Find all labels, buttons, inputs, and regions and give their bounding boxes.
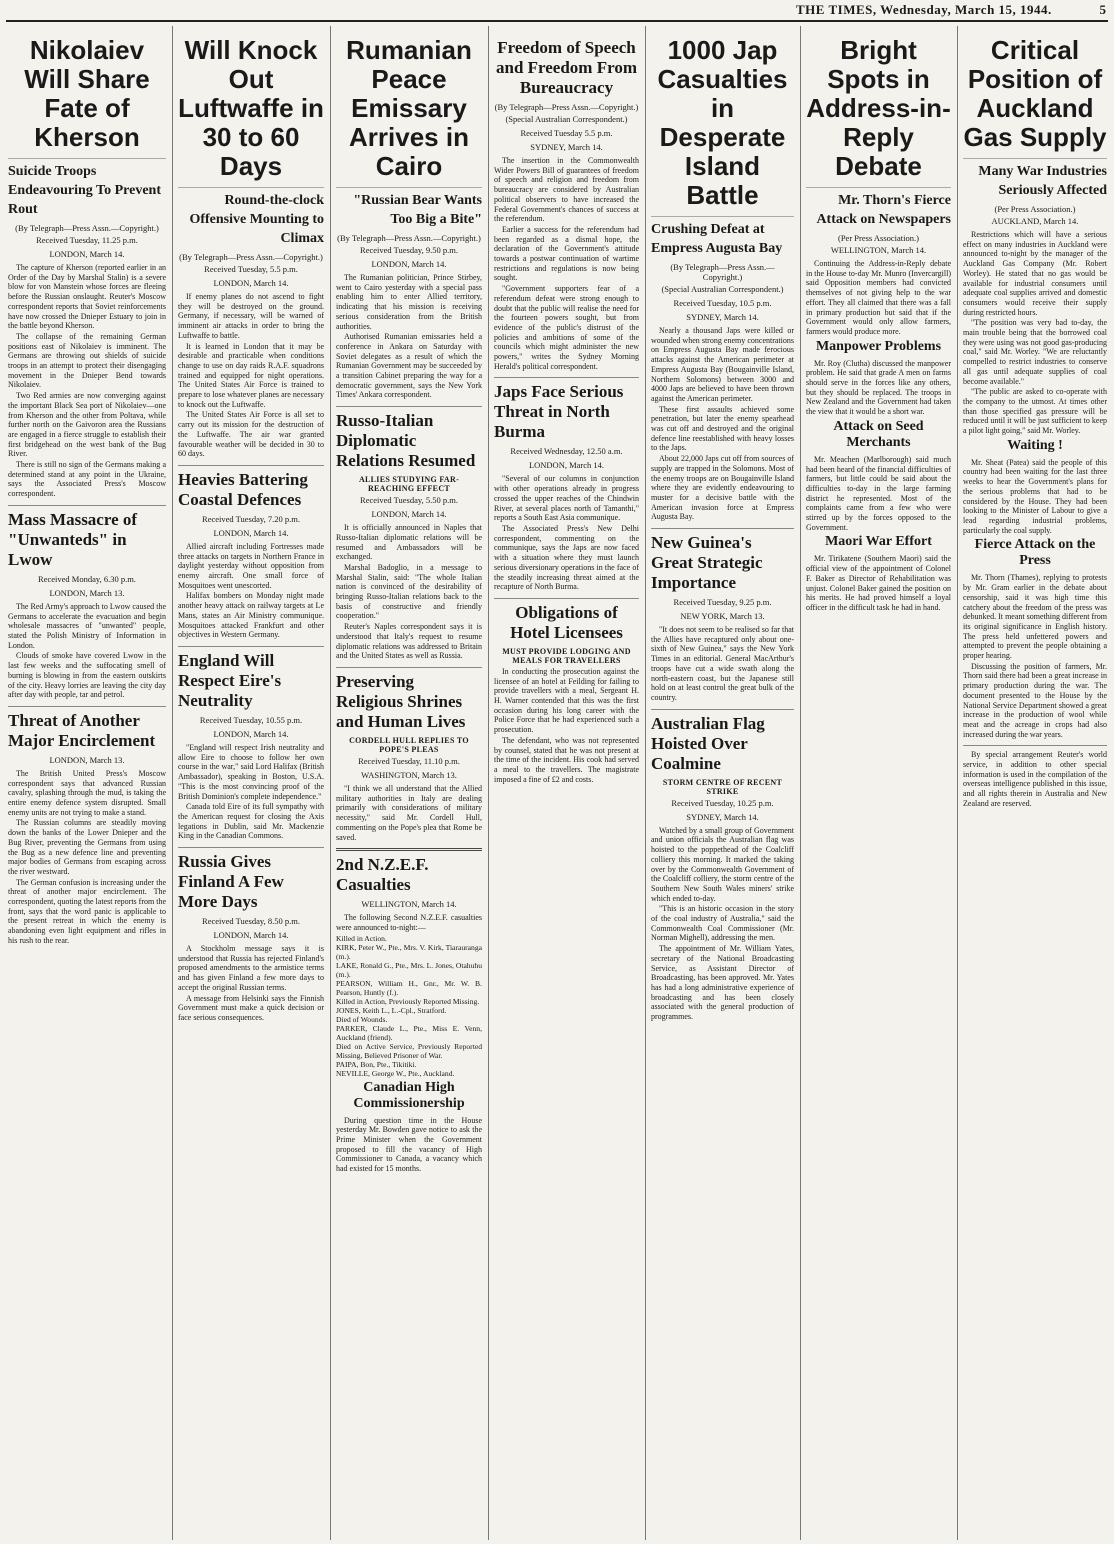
column-1 (8, 26, 166, 1540)
received-time: Received Tuesday, 5.5 p.m. (204, 264, 298, 274)
paragraph: The German confusion is increasing under the threat of another major encirclement. The correspondent, quoting the latest reports from the front, says that the word panic is applicable to the present retreat in which the enemy is abandoning even light equipment and rifles in his rush to the rear. (8, 877, 166, 945)
dateline: LONDON, March 14. (371, 259, 447, 269)
received-time: Received Tuesday, 5.50 p.m. (360, 495, 458, 506)
paragraph: The defendant, who was not represented by counsel, stated that he was not present at the time of the incident. His cook had served a meal to the travellers. The magistrate imposed a fine of £2 and costs. (494, 735, 639, 784)
received-time: Received Tuesday, 7.20 p.m. (202, 513, 300, 524)
dateline: LONDON, March 14. (528, 460, 605, 471)
list-item: KIRK, Peter W., Pte., Mrs. V. Kirk, Tiarauranga (m.). (336, 942, 482, 961)
section-heading: Fierce Attack on the Press (974, 537, 1096, 569)
received-time: Received Tuesday, 11.25 p.m. (36, 235, 138, 245)
paragraph: Earlier a success for the referendum had been regarded as a dismal hope, the declaration of the Government's attitude towards a postwar continuation of wartime restrictions and regulations is now being sought. (494, 224, 639, 283)
section-heading: Waiting ! (1007, 437, 1063, 453)
paragraph: Allied aircraft including Fortresses made three attacks on targets in Northern France in daylight yesterday without opposition from enemy aircraft. One small force of Mosquitoes went unescorted. (178, 541, 324, 590)
kicker: STORM CENTRE OF RECENT STRIKE (662, 777, 783, 796)
paragraph: The Associated Press's New Delhi correspondent, commenting on the communique, says the Japs are now faced with a situation where they must launch serious diversionary operations in the face of the steadily increasing threat aimed at the recapture of North Burma. (494, 523, 639, 592)
paragraph: Reuter's Naples correspondent says it is understood that Italy's request to resume diplomatic relations was addressed to Britain and the United States as well as Russia. (336, 622, 482, 661)
section-heading: Attack on Seed Merchants (833, 418, 924, 450)
dateline: LONDON, March 14. (213, 728, 289, 739)
article-headline: Australian Flag Hoisted Over Coalmine (651, 713, 765, 773)
byline: (By Telegraph—Press Assn.—Copyright.) (670, 262, 775, 282)
special-correspondent: (Special Australian Correspondent.) (505, 114, 628, 124)
received-time: Received Tuesday, 10.25 p.m. (671, 797, 774, 808)
paragraph: In conducting the prosecution against the licensee of an hotel at Feilding for failing to provide travellers with a meal, Sergeant H. H. Warner contended that this was the first occasion during his long career with the Police Force that he had experienced such a prosecution. (494, 666, 639, 735)
paragraph: "Government supporters fear of a referendum defeat were strong enough to doubt that the public will realise the need for the fourteen powers sought, but from evidence of the public's distrust of the policies and ambitions of some of the councils which might administer the new powers," writes the Sydney Morning Herald's political correspondent. (494, 284, 639, 371)
divider (651, 709, 794, 710)
paragraph: The Rumanian politician, Prince Stirbey, went to Cairo yesterday with a special pass enabling him to enter Allied territory, indicating that his mission is receiving serious consideration from the British authorities. (336, 273, 482, 331)
byline: (By Telegraph—Press Assn.—Copyright.) (494, 102, 639, 112)
paragraph: Watched by a small group of Government and union officials the Australian flag was hoisted to the poppethead of the Coalcliff colliery this morning. It marked the taking over by the Commonwealth Government of the Coalcliff colliery, the storm centre of the Southern New South Wales miners' strike which ended to-day. (651, 825, 794, 903)
headline: Rumanian Peace Emissary Arrives in Cairo (346, 35, 472, 181)
casualty-list (336, 934, 482, 1078)
received-time: Received Monday, 6.30 p.m. (38, 573, 136, 584)
dateline: SYDNEY, March 14. (686, 811, 759, 822)
byline: (By Telegraph—Press Assn.—Copyright.) (15, 223, 159, 233)
kicker: ALLIES STUDYING FAR-REACHING EFFECT (358, 475, 460, 494)
paragraph: The appointment of Mr. William Yates, secretary of the National Broadcasting Service, as Assistant Director of Broadcasting, has been approved. Mr. Yates has had a long administrative experience of broadcasting and has been closely associated with the general production of programmes. (651, 944, 794, 1022)
paragraph: The capture of Kherson (reported earlier in an Order of the Day by Marshal Stalin) is a severe blow for von Manstein whose forces are fleeing before the Russian onslaught. Reuter's Moscow correspondent reports that Soviet reinforcements have now crossed the Dnieper Estuary to join in the battle beyond Kherson. (8, 263, 166, 331)
paragraph: Clouds of smoke have covered Lwow in the last few weeks and the suffocating smell of burning is blowing in from the eastern outskirts of the city. Heavy lorries are leaving the city day after day with people, tar and petrol. (8, 651, 166, 700)
dateline: LONDON, March 14. (213, 527, 289, 538)
divider (178, 646, 324, 647)
column-rule (645, 26, 646, 1540)
divider (178, 847, 324, 848)
received-time: Received Tuesday, 9.25 p.m. (673, 597, 772, 608)
divider (963, 745, 1107, 746)
subheadline: Mr. Thorn's Fierce Attack on Newspapers (806, 187, 951, 229)
subheadline: Suicide Troops Endeavouring To Prevent Rout (8, 158, 166, 219)
paragraph: During question time in the House yesterday Mr. Bowden gave notice to ask the Prime Minister when the Government proposed to fill the vacancy of High Commissioner to Canada, a vacancy which had existed for 15 months. (336, 1115, 482, 1174)
paragraph: The insertion in the Commonwealth Wider Powers Bill of guarantees of freedom of speech and religion and freedom from bureaucracy are considered by Australian political observers to have increased the Federal Government's chances of success at the referendum. (494, 156, 639, 224)
dateline: LONDON, March 13. (49, 587, 125, 598)
divider (8, 505, 166, 506)
paragraph: The British United Press's Moscow correspondent says that advanced Russian cavalry, splashing through the mud, is taking the entire enemy defence system disrupted. Small enemy units are not trying to make a stand. (8, 768, 166, 817)
dateline: LONDON, March 14. (213, 278, 289, 288)
masthead (0, 0, 1114, 22)
paragraph: Mr. Thorn (Thames), replying to protests by Mr. Gram earlier in the debate about censorship, said it was high time this catchery about the freedom of the press was debunked. It meant something different from its original significance in English history. The press held unfettered powers and attempted to prevent the people obtaining a proper hearing. (963, 573, 1107, 661)
article-headline: Threat of Another Major Encirclement (8, 710, 156, 750)
list-item: PARKER, Claude L., Pte., Miss E. Venn, Auckland (friend). (336, 1023, 482, 1042)
list-item: JONES, Keith L., L.-Cpl., Stratford. (336, 1005, 447, 1015)
subheadline: Many War Industries Seriously Affected (963, 158, 1107, 200)
received-time: Received Tuesday 5.5 p.m. (520, 128, 613, 138)
subheadline: "Russian Bear Wants Too Big a Bite" (336, 187, 482, 229)
paragraph: Mr. Sheat (Patea) said the people of this country had been waiting for the last three weeks to hear the Government's plans for the serious problems that had to be considered by the House. They had been looking to the Minister of Labour to give a lead regarding industrial problems, particularly the coal supply. (963, 457, 1107, 535)
divider (336, 667, 482, 668)
list-item: Killed in Action, Previously Reported Missing. (336, 996, 480, 1006)
paragraph: The Russian columns are steadily moving down the banks of the Lower Dnieper and the Bug River, preventing the Germans from using the Bug as a new defence line and preventing major bodies of Germans from escaping across the river westward. (8, 818, 166, 876)
list-item: Died of Wounds. (336, 1014, 388, 1024)
kicker: MUST PROVIDE LODGING AND MEALS FOR TRAVELLERS (502, 646, 631, 665)
dateline: WASHINGTON, March 13. (361, 769, 457, 780)
divider (651, 528, 794, 529)
paragraph: Halifax bombers on Monday night made another heavy attack on railway targets at Le Mans, states an Air Ministry communique. Mosquitoes attacked Frankfurt and other objectives in Western Germany. (178, 591, 324, 640)
article-headline: Russia Gives Finland A Few More Days (178, 852, 284, 912)
paragraph: Continuing the Address-in-Reply debate in the House to-day Mr. Munro (Invercargill) said Opposition members had convicted themselves of not giving help to the war effort. They all claimed that there was a fall in primary production but said that if the Government would only allow farmers, farmers would produce more. (806, 259, 951, 336)
article-headline: New Guinea's Great Strategic Importance (651, 533, 763, 593)
column-rule (488, 26, 489, 1540)
page-number: 5 (1099, 2, 1106, 17)
section-heading: Maori War Effort (825, 534, 932, 550)
column-rule (330, 26, 331, 1540)
article-headline: 2nd N.Z.E.F. Casualties (336, 855, 429, 895)
received-time: Received Tuesday, 10.55 p.m. (199, 714, 303, 725)
paragraph: The United States Air Force is all set to carry out its mission for the destruction of the Luftwaffe. The air war granted favourable weather will be decided in 30 to 60 days. (178, 410, 324, 459)
list-item: PAIPA, Bon, Pte., Tikitiki. (336, 1059, 417, 1069)
column-5 (651, 26, 794, 1540)
paragraph: Mr. Tirikatene (Southern Maori) said the official view of the appointment of Colonel F. Baker as Director of Rehabilitation was unjust. Colonel Baker gained the position on his merits. He had proved himself a loyal officer in the difficult task he had in hand. (806, 554, 951, 612)
list-item: Killed in Action. (336, 933, 387, 943)
headline: Critical Position of Auckland Gas Supply (963, 35, 1107, 152)
paragraph: "Several of our columns in conjunction with other operations already in progress crossed the upper reaches of the Chindwin River, at several places north of Tamanthi," reports a South East Asia communique. (494, 474, 639, 523)
paragraph: "The public are asked to co-operate with the company to the utmost. At times other than those specified gas pressure will be reduced until it will be just sufficient to keep a pilot light going," said Mr. Worley. (963, 387, 1107, 436)
section-heading: Manpower Problems (815, 338, 942, 354)
footer-notice: By special arrangement Reuter's world service, in addition to other special information is used in the compilation of the overseas intelligence published in this issue, and all rights therein in Australia and New Zealand are reserved. (963, 750, 1107, 808)
dateline: WELLINGTON, March 14. (361, 899, 457, 910)
dateline: SYDNEY, March 14. (686, 312, 759, 322)
column-rule (172, 26, 173, 1540)
headline: Bright Spots in Address-in-Reply Debate (806, 35, 951, 181)
article-headline: Obligations of Hotel Licensees (510, 602, 623, 642)
paragraph: Marshal Badoglio, in a message to Marshal Stalin, said: "The whole Italian nation is convinced of the desirability of bringing Russo-Italian relations back to the basis of constructive and friendly cooperation." (336, 562, 482, 621)
list-item: Died on Active Service, Previously Reported Missing, Believed Prisoner of War. (336, 1041, 482, 1060)
byline: (By Telegraph—Press Assn.—Copyright.) (179, 252, 323, 262)
paragraph: It is officially announced in Naples that Russo-Italian diplomatic relations will be resumed and Ambassadors will be exchanged. (336, 523, 482, 562)
article-headline: Preserving Religious Shrines and Human Lives (336, 671, 466, 731)
column-4 (494, 26, 639, 1540)
headline: Freedom of Speech and Freedom From Bureaucracy (495, 38, 638, 97)
paragraph: "This is an historic occasion in the story of the coal industry of Australia," said the Commonwealth Coal Commissioner (Mr. Norman Mighell), addressing the men. (651, 904, 794, 943)
dateline: LONDON, March 13. (49, 754, 125, 765)
paragraph: A message from Helsinki says the Finnish Government must make a quick decision or face serious consequences. (178, 993, 324, 1022)
subheadline: Round-the-clock Offensive Mounting to Climax (178, 187, 324, 248)
article-headline: Heavies Battering Coastal Defences (178, 469, 308, 509)
paragraph: There is still no sign of the Germans making a determined stand at any point in the Ukraine, says the Associated Press's Moscow correspondent. (8, 460, 166, 499)
divider (494, 377, 639, 378)
paragraph: The following Second N.Z.E.F. casualties were announced to-night:— (336, 913, 482, 932)
byline: (By Telegraph—Press Assn.—Copyright.) (337, 233, 481, 243)
paragraph: "England will respect Irish neutrality and allow Eire to choose to follow her own course in the war," said Lord Halifax (British Ambassador), speaking in Boston, U.S.A. "This is the most convincing proof of the British Dominion's complete independence." (178, 742, 324, 801)
column-2 (178, 26, 324, 1540)
dateline: NEW YORK, March 13. (680, 611, 765, 622)
byline: (Per Press Association.) (838, 233, 919, 243)
paragraph: Nearly a thousand Japs were killed or wounded when strong enemy concentrations on Empress Augusta Bay made ferocious attacks against the American perimeter at Empress Augusta Bay (Bougainville Island, Northern Solomons) between 3000 and 4000 Japs are believed to have been thrown against the American perimeter. (651, 326, 794, 403)
paragraph: Mr. Meachen (Marlborough) said much had been heard of the financial difficulties of farmers, but little could be said about the difficulties to-day in the large farming district he represented. Most of the complaints came from a few who were stirred up by the forces opposed to the Government. (806, 454, 951, 532)
paragraph: Discussing the position of farmers, Mr. Thorn said there had been a great increase in primary production during the war. The document presented to the House by the National Service Department showed a great increase in the production of wool while meat and the acreage in crops had also increased during the war years. (963, 661, 1107, 739)
paragraph: The Red Army's approach to Lwow caused the Germans to accelerate the evacuation and begin wholesale massacres of "unwanted" people, stated the Polish Ministry of Information in London. (8, 601, 166, 650)
paragraph: If enemy planes do not ascend to fight they will be destroyed on the ground. Germany, if necessary, will be warned of imminent air attacks in order to bring the Luftwaffe to battle. (178, 292, 324, 340)
divider (336, 848, 482, 851)
paragraph: About 22,000 Japs cut off from sources of supply are trapped in the Solomons. Most of the enemy troops are on Bougainville Island where they are evidently endeavouring to muster for a decisive battle with the American invasion force at Empress Augusta Bay. (651, 454, 794, 522)
paragraph: "The position was very bad to-day, the main trouble being that the borrowed coal they were using was not good gas-producing coal," said Mr. Worley. "We are reluctantly compelled to restrict industries to conserve all gas until adequate supplies of coal become available." (963, 318, 1107, 386)
column-rule (957, 26, 958, 1540)
column-7 (963, 26, 1107, 1540)
byline: (Per Press Association.) (994, 204, 1076, 214)
article-headline: Japs Face Serious Threat in North Burma (494, 382, 624, 442)
dateline: LONDON, March 14. (213, 930, 289, 941)
dateline: AUCKLAND, March 14. (991, 216, 1079, 226)
paragraph: The collapse of the remaining German positions east of Nikolaiev is imminent. The Germans are throwing out shields of suicide troops in an attempt to protect their disengaging movement in the Dnieper Bend towards Nikolaiev. (8, 331, 166, 390)
list-item: NEVILLE, George W., Pte., Auckland. (336, 1068, 455, 1078)
dateline: LONDON, March 14. (49, 249, 125, 259)
divider (8, 706, 166, 707)
paragraph: Two Red armies are now converging against the important Black Sea port of Nikolaiev—one from Kherson and the other from Poltava, while further north on the Gaivoron area the Russians are engaged in a fierce struggle to establish their first bridgehead on the west bank of the Bug River. (8, 391, 166, 459)
article-headline: Russo-Italian Diplomatic Relations Resumed (336, 411, 476, 471)
received-time: Received Tuesday, 9.50 p.m. (360, 245, 458, 255)
headline: Nikolaiev Will Share Fate of Kherson (24, 35, 150, 152)
paragraph: These first assaults achieved some penetration, but later the enemy spearhead was cut off and destroyed and the original defence line reestablished with heavy losses to the Japs. (651, 404, 794, 453)
received-time: Received Tuesday, 10.5 p.m. (673, 298, 772, 308)
received-time: Received Tuesday, 8.50 p.m. (202, 916, 300, 927)
dateline: SYDNEY, March 14. (530, 142, 603, 152)
list-item: PEARSON, William H., Gnr., Mr. W. B. Pearson, Huntly (f.). (336, 978, 482, 997)
article-headline: Mass Massacre of "Unwanteds" in Lwow (8, 509, 138, 569)
column-rule (800, 26, 801, 1540)
dateline: WELLINGTON, March 14. (830, 245, 927, 255)
headline: Will Knock Out Luftwaffe in 30 to 60 Days (178, 35, 324, 181)
paragraph: Authorised Rumanian emissaries held a conference in Ankara on Saturday with Soviet delegates as a result of which the Rumanian Government may be succeeded by a transition Cabinet preparing the way for a democratic government, says the New York Times' Ankara correspondent. (336, 332, 482, 400)
list-item: LAKE, Ronald G., Pte., Mrs. L. Jones, Otahuhu (m.). (336, 960, 482, 979)
divider (494, 598, 639, 599)
subheadline: Crushing Defeat at Empress Augusta Bay (651, 216, 794, 258)
divider (336, 406, 482, 407)
paragraph: "It does not seem to be realised so far that the Allies have recaptured only about one-sixth of New Guinea," says the New York Times in an editorial. General MacArthur's troops have cut a wide swath along the north-eastern coast, but the Japanese still hold on at least control the great bulk of the country. (651, 625, 794, 702)
received-time: Received Wednesday, 12.50 a.m. (510, 446, 623, 457)
paragraph: It is learned in London that it may be desirable and practicable when conditions change to use on day raids R.A.F. squadrons trained and equipped for night operations. The United States Air Force is trained to prepare to lose whatever planes are necessary to knock out the Luftwaffe. (178, 341, 324, 409)
divider (178, 465, 324, 466)
paragraph: Canada told Eire of its full sympathy with the American request for closing the Axis legations in Dublin, said Mr. Mackenzie King in the Canadian Commons. (178, 802, 324, 841)
paragraph: Mr. Roy (Clutha) discussed the manpower problem. He said that grade A men on farms should serve in the forces like any others, but they should be replaced. The troops in New Zealand and the Government had taken the view that it would be a short war. (806, 358, 951, 417)
paper-title: THE TIMES, Wednesday, March 15, 1944. (796, 2, 1052, 17)
paragraph: Restrictions which will have a serious effect on many industries in Auckland were announced to-night by the manager of the Auckland Gas Company (Mr. Robert Worley). He stated that no gas would be available for industrial consumers until adequate coal supplies arrived and domestic consumers would receive their supply during restricted hours. (963, 230, 1107, 317)
dateline: LONDON, March 14. (371, 509, 447, 520)
kicker: CORDELL HULL REPLIES TO POPE'S PLEAS (349, 735, 469, 754)
masthead-rule (6, 20, 1108, 22)
received-time: Received Tuesday, 11.10 p.m. (358, 755, 460, 766)
special-correspondent: (Special Australian Correspondent.) (661, 284, 784, 294)
paragraph: A Stockholm message says it is understood that Russia has rejected Finland's proposed amendments to the armistice terms and has given Finland a few more days to accept the original Russian terms. (178, 944, 324, 992)
headline: 1000 Jap Casualties in Desperate Island Battle (657, 35, 788, 210)
paragraph: "I think we all understand that the Allied military authorities in Italy are dealing primarily with considerations of military necessity," said Mr. Cordell Hull, commenting on the Pope's plea that Rome be saved. (336, 783, 482, 842)
column-3 (336, 26, 482, 1540)
article-headline: Canadian High Commissionership (353, 1079, 465, 1111)
column-6 (806, 26, 951, 1540)
article-headline: England Will Respect Eire's Neutrality (178, 650, 282, 710)
